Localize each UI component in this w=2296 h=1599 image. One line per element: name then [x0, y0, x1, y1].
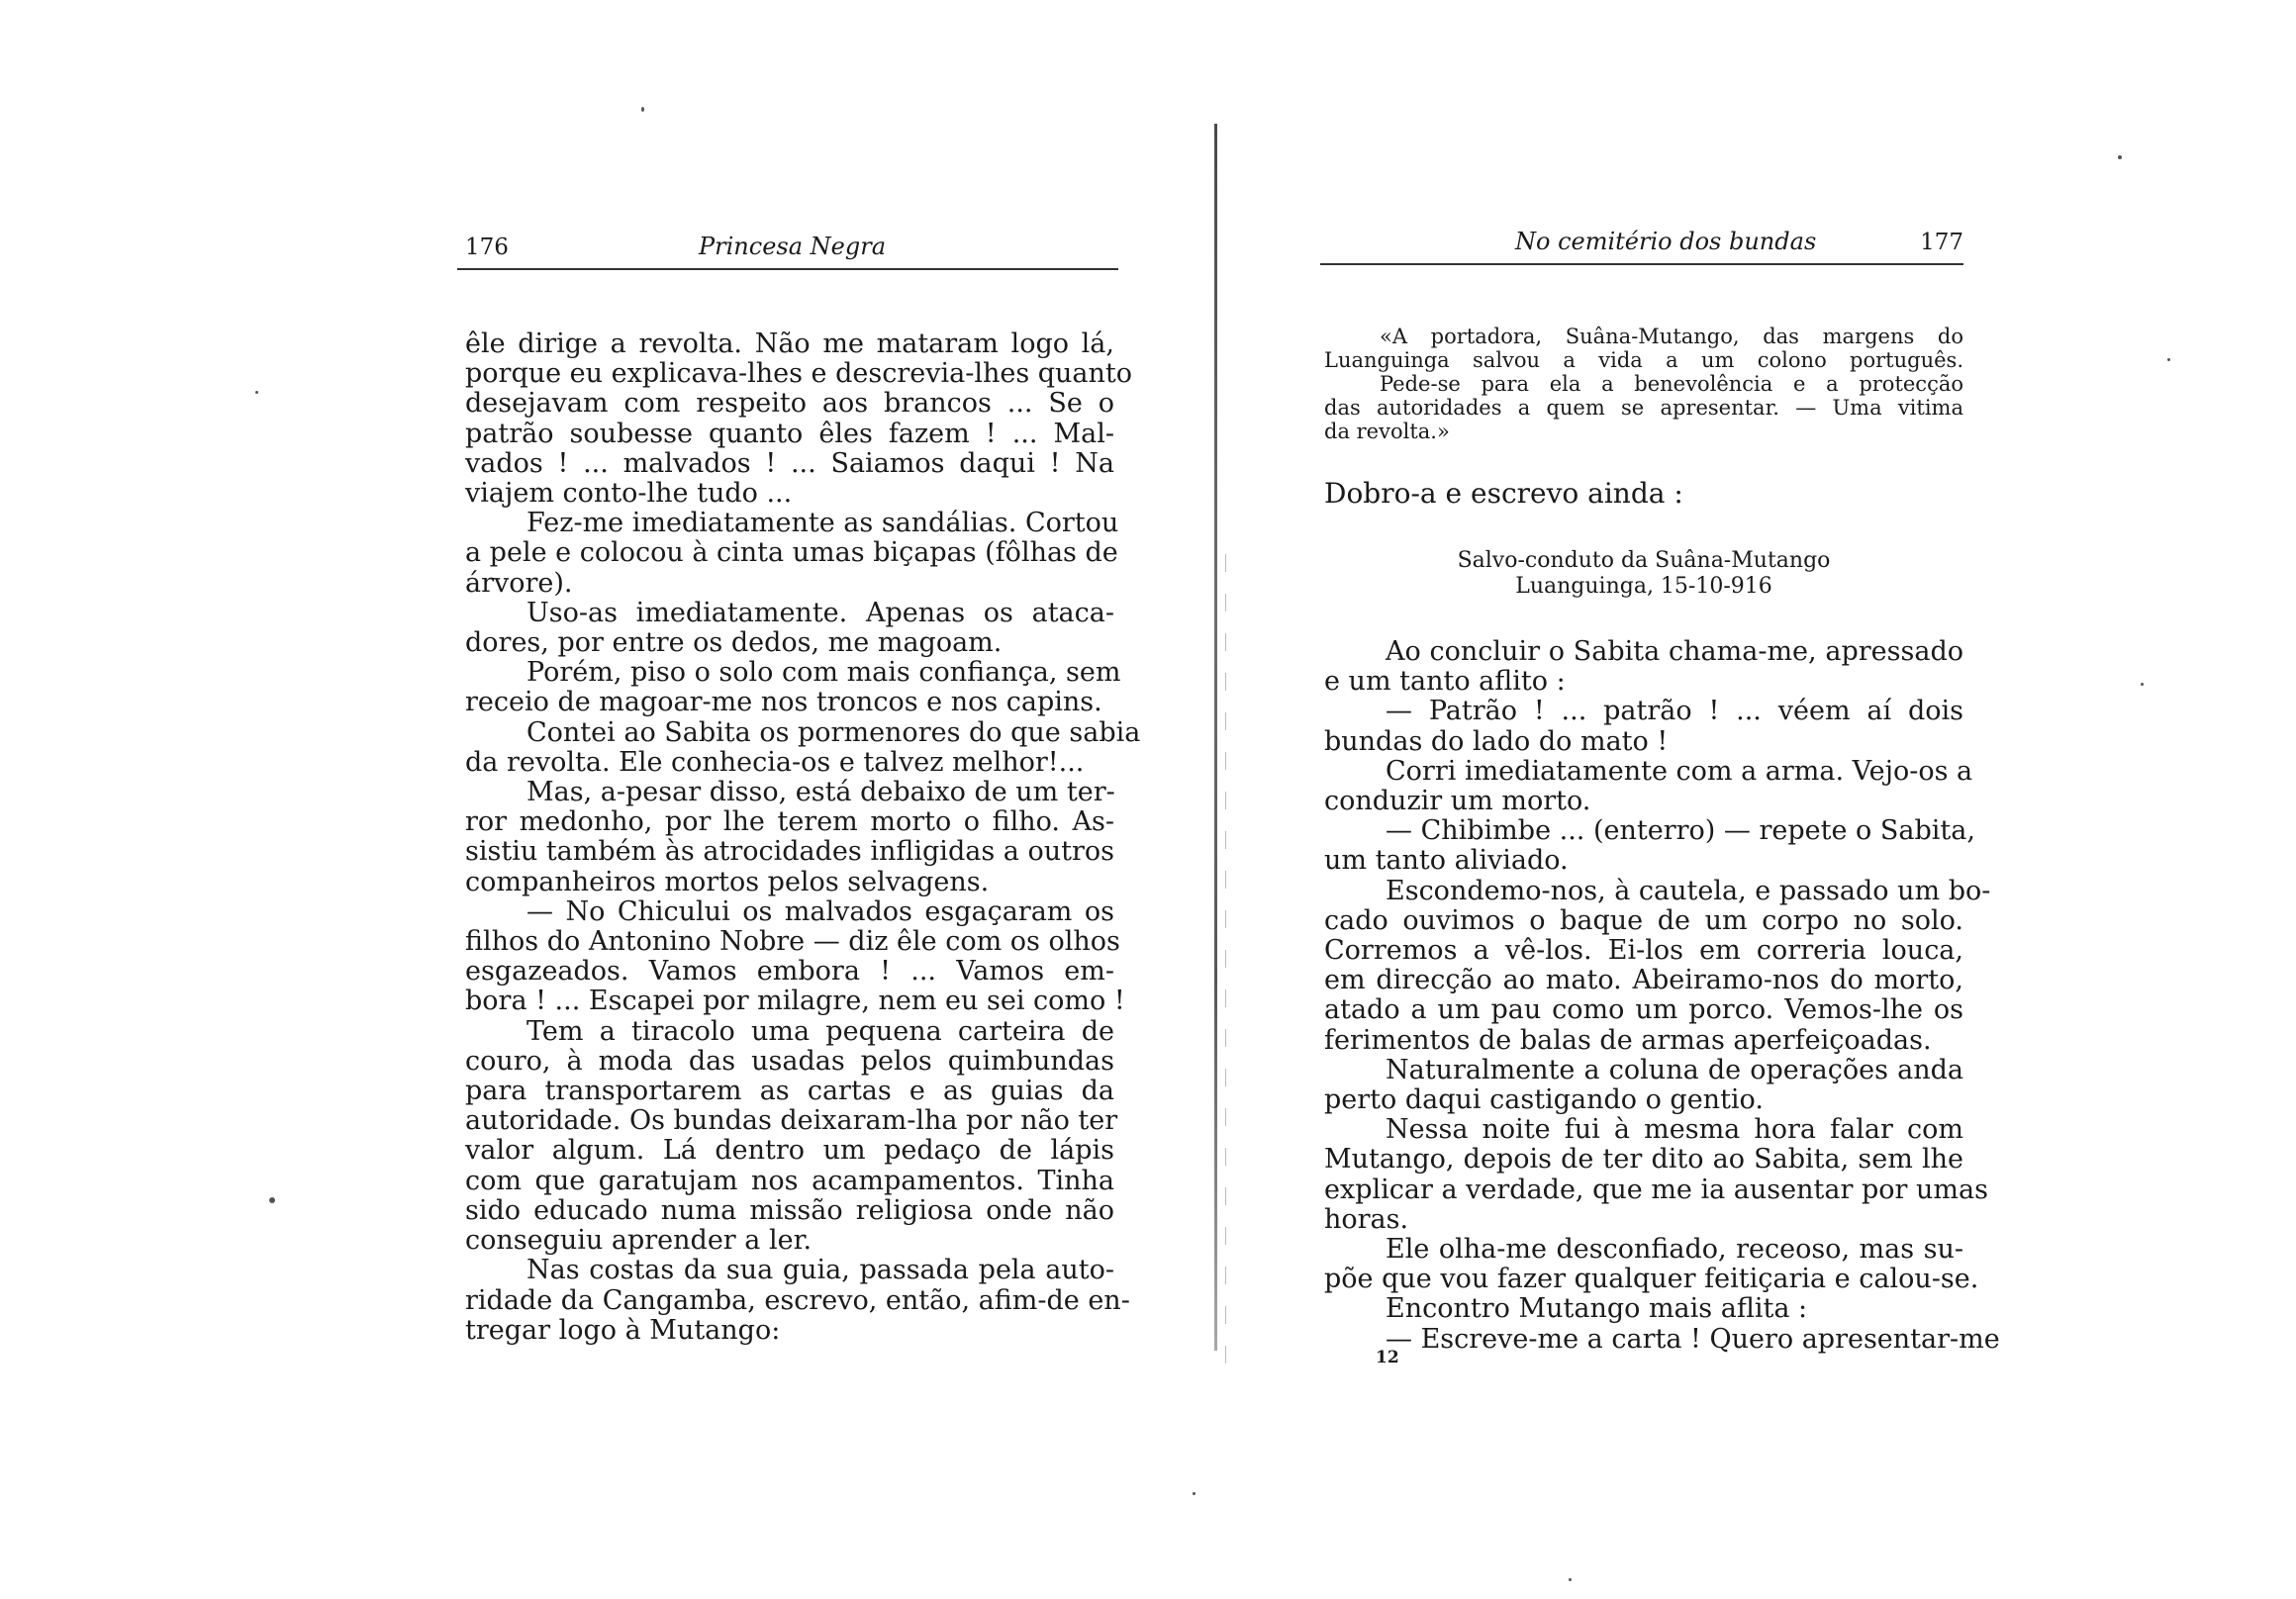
text-line: couro, à moda das usadas pelos quimbundas: [465, 1045, 1114, 1077]
right-header-rule: [1320, 263, 1963, 265]
text-line: tregar logo à Mutango:: [465, 1314, 781, 1346]
paper-speck: [2141, 683, 2144, 686]
text-line: sistiu também às atrocidades infligidas a outros: [465, 836, 1114, 868]
text-line: Mutango, depois de ter dito ao Sabita, sem lhe: [1324, 1144, 1963, 1176]
text-line: Escondemo-nos, à cautela, e passado um bo-: [1386, 875, 1991, 906]
text-line: porque eu explicava-lhes e descrevia-lhes quanto: [465, 358, 1133, 390]
left-page: [465, 233, 1141, 1346]
text-line: bundas do lado do mato !: [1324, 725, 1669, 757]
left-page-number: 176: [465, 235, 509, 260]
text-line: Nas costas da sua guia, passada pela auto-: [526, 1255, 1114, 1286]
paper-speck: [2118, 155, 2122, 159]
right-page-number: 177: [1920, 230, 1963, 255]
text-line: — Chibimbe ... (enterro) — repete o Sabita,: [1386, 815, 1975, 847]
text-line: Uso-as imediatamente. Apenas os ataca-: [526, 597, 1114, 628]
text-line: filhos do Antonino Nobre — diz êle com os olhos: [465, 926, 1120, 958]
text-line: ror medonho, por lhe terem morto o filho. As-: [465, 806, 1114, 838]
text-line: Corri imediatamente com a arma. Vejo-os a: [1386, 755, 1973, 787]
text-line: receio de magoar-me nos troncos e nos capins.: [465, 687, 1102, 718]
text-line: põe que vou fazer qualquer feitiçaria e calou-se.: [1324, 1264, 1979, 1295]
text-line: bora ! ... Escapei por milagre, nem eu sei como !: [465, 986, 1125, 1017]
gutter-shadow: [1225, 554, 1226, 1365]
text-line: Fez-me imediatamente as sandálias. Cortou: [526, 508, 1119, 539]
text-line: autoridade. Os bundas deixaram-lha por não ter: [465, 1105, 1118, 1137]
paper-speck: [641, 107, 644, 112]
text-line: Ao concluir o Sabita chama-me, apressado: [1386, 636, 1963, 667]
safe-conduct-line-1: Salvo-conduto da Suâna-Mutango: [1457, 548, 1831, 573]
text-line: Encontro Mutango mais aflita :: [1386, 1293, 1808, 1325]
right-page-body: [1324, 325, 2000, 1355]
text-line: e um tanto aflito :: [1324, 666, 1566, 698]
left-running-title: Princesa Negra: [699, 233, 886, 260]
paper-speck: [255, 391, 258, 394]
text-line: — Escreve-me a carta ! Quero apresentar-me: [1386, 1323, 2000, 1355]
text-line: Pede-se para ela a benevolência e a protecção: [1380, 372, 1963, 396]
left-page-body: [465, 329, 1141, 1346]
text-line: Ele olha-me desconfiado, receoso, mas su-: [1386, 1234, 1963, 1266]
text-line: — Patrão ! ... patrão ! ... véem aí dois: [1386, 696, 1963, 727]
text-line: patrão soubesse quanto êles fazem ! ... Mal-: [465, 418, 1114, 449]
text-line: sido educado numa missão religiosa onde não: [465, 1194, 1114, 1226]
left-header-rule: [457, 268, 1118, 270]
right-running-title: No cemitério dos bundas: [1515, 228, 1817, 255]
text-line: cado ouvimos o baque de um corpo no solo.: [1324, 904, 1963, 936]
right-page: [1324, 228, 2000, 1367]
text-line: valor algum. Lá dentro um pedaço de lápis: [465, 1135, 1114, 1167]
paper-speck: [1569, 1578, 1572, 1581]
text-line: um tanto aliviado.: [1324, 845, 1569, 877]
paper-speck: [1193, 1492, 1196, 1495]
text-line: da revolta.»: [1324, 420, 1450, 443]
right-running-head: [1324, 228, 1963, 267]
text-line: explicar a verdade, que me ia ausentar por umas: [1324, 1174, 1988, 1205]
text-line: Porém, piso o solo com mais confiança, sem: [526, 657, 1121, 689]
safe-conduct-block: [1324, 548, 1963, 600]
text-line: ridade da Cangamba, escrevo, então, afim-de en-: [465, 1284, 1130, 1316]
text-line: vados ! ... malvados ! ... Saiamos daqui ! Na: [465, 447, 1114, 479]
text-line: árvore).: [465, 567, 573, 599]
text-line: conseguiu aprender a ler.: [465, 1225, 813, 1257]
text-line: desejavam com respeito aos brancos ... Se o: [465, 388, 1114, 420]
text-line: atado a um pau como um porco. Vemos-lhe os: [1324, 994, 1963, 1026]
text-line: das autoridades a quem se apresentar. — Uma vitima: [1324, 396, 1963, 420]
paper-speck: [2167, 358, 2170, 361]
text-line: Contei ao Sabita os pormenores do que sabia: [526, 716, 1141, 748]
text-line: perto daqui castigando o gentio.: [1324, 1084, 1764, 1116]
text-line: para transportarem as cartas e as guias da: [465, 1076, 1114, 1107]
paper-speck: [269, 1197, 275, 1203]
quoted-letter: [1324, 325, 1963, 443]
text-line: «A portadora, Suâna-Mutango, das margens do: [1380, 325, 1963, 348]
text-line: com que garatujam nos acampamentos. Tinha: [465, 1165, 1114, 1196]
text-line: em direcção ao mato. Abeiramo-nos do morto,: [1324, 965, 1963, 996]
text-line: Naturalmente a coluna de operações anda: [1386, 1054, 1963, 1085]
text-line: Mas, a-pesar disso, está debaixo de um ter-: [526, 777, 1115, 808]
text-line: horas.: [1324, 1203, 1409, 1235]
text-line: Corremos a vê-los. Ei-los em correria louca,: [1324, 935, 1963, 967]
text-line: Tem a tiracolo uma pequena carteira de: [526, 1015, 1114, 1047]
text-line: Nessa noite fui à mesma hora falar com: [1386, 1114, 1963, 1146]
text-line: êle dirige a revolta. Não me mataram logo lá,: [465, 329, 1114, 359]
text-line: conduzir um morto.: [1324, 786, 1591, 817]
left-running-head: [465, 233, 1114, 272]
dobro-line: Dobro-a e escrevo ainda :: [1324, 477, 1683, 510]
text-line: a pele e colocou à cinta umas biçapas (fôlhas de: [465, 537, 1118, 569]
signature-mark: 12: [1376, 1348, 1399, 1367]
right-narrative: [1324, 636, 2000, 1355]
text-line: da revolta. Ele conhecia-os e talvez melhor!...: [465, 746, 1085, 778]
book-gutter: [1214, 124, 1217, 1351]
text-line: esgazeados. Vamos embora ! ... Vamos em-: [465, 956, 1114, 988]
text-line: dores, por entre os dedos, me magoam.: [465, 627, 1003, 659]
safe-conduct-line-2: Luanguinga, 15-10-916: [1515, 574, 1772, 599]
text-line: Luanguinga salvou a vida a um colono português.: [1324, 348, 1963, 372]
text-line: ferimentos de balas de armas aperfeiçoadas.: [1324, 1024, 1932, 1056]
text-line: viajem conto-lhe tudo ...: [465, 478, 793, 510]
text-line: companheiros mortos pelos selvagens.: [465, 866, 990, 897]
text-line: — No Chicului os malvados esgaçaram os: [526, 895, 1114, 927]
